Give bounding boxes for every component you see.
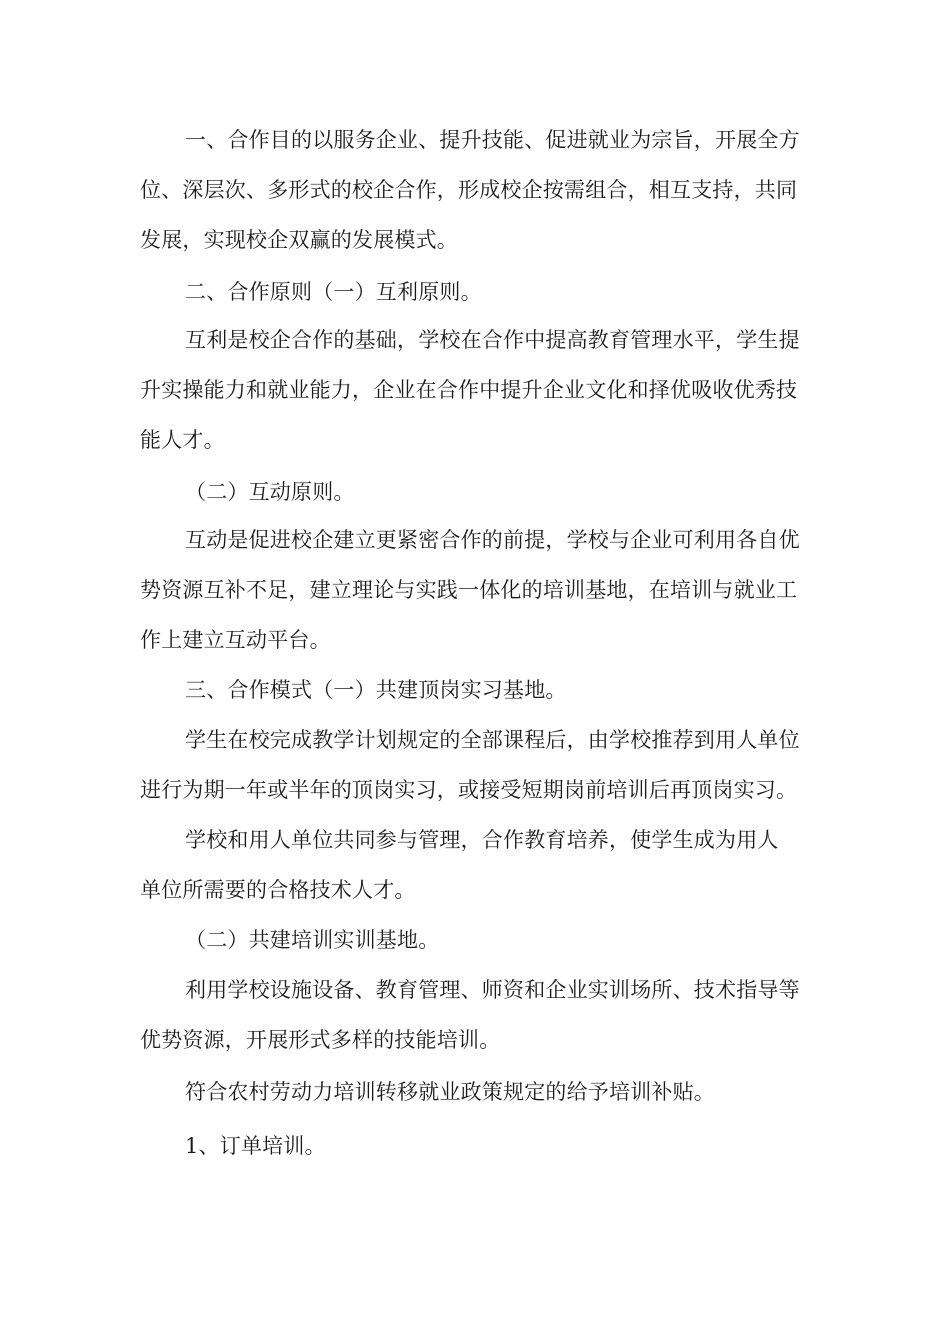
- text-line: 发展，实现校企双赢的发展模式。: [140, 228, 458, 252]
- text-line: 作上建立互动平台。: [140, 628, 331, 652]
- text-line: 单位所需要的合格技术人才。: [140, 878, 416, 902]
- text-line: 一、合作目的以服务企业、提升技能、促进就业为宗旨，开展全方: [185, 128, 800, 152]
- text-line: 位、深层次、多形式的校企合作，形成校企按需组合，相互支持，共同: [140, 178, 798, 202]
- text-line: 1、订单培训。: [185, 1134, 326, 1158]
- text-line: 互利是校企合作的基础，学校在合作中提高教育管理水平，学生提: [185, 328, 800, 352]
- text-line: 二、合作原则（一）互利原则。: [185, 280, 482, 304]
- text-line: 优势资源，开展形式多样的技能培训。: [140, 1028, 501, 1052]
- text-line: （二）互动原则。: [185, 480, 355, 504]
- text-line: 升实操能力和就业能力，企业在合作中提升企业文化和择优吸收优秀技: [140, 378, 798, 402]
- text-line: 学生在校完成教学计划规定的全部课程后，由学校推荐到用人单位: [185, 728, 800, 752]
- text-line: 势资源互补不足，建立理论与实践一体化的培训基地，在培训与就业工: [140, 578, 798, 602]
- text-line: 能人才。: [140, 428, 225, 452]
- text-line: 三、合作模式（一）共建顶岗实习基地。: [185, 678, 567, 702]
- text-line: 学校和用人单位共同参与管理，合作教育培养，使学生成为用人: [185, 828, 779, 852]
- text-line: （二）共建培训实训基地。: [185, 928, 440, 952]
- text-line: 进行为期一年或半年的顶岗实习，或接受短期岗前培训后再顶岗实习。: [140, 778, 798, 802]
- text-line: 利用学校设施设备、教育管理、师资和企业实训场所、技术指导等: [185, 978, 800, 1002]
- text-line: 互动是促进校企建立更紧密合作的前提，学校与企业可利用各自优: [185, 528, 800, 552]
- text-line: 符合农村劳动力培训转移就业政策规定的给予培训补贴。: [185, 1080, 715, 1104]
